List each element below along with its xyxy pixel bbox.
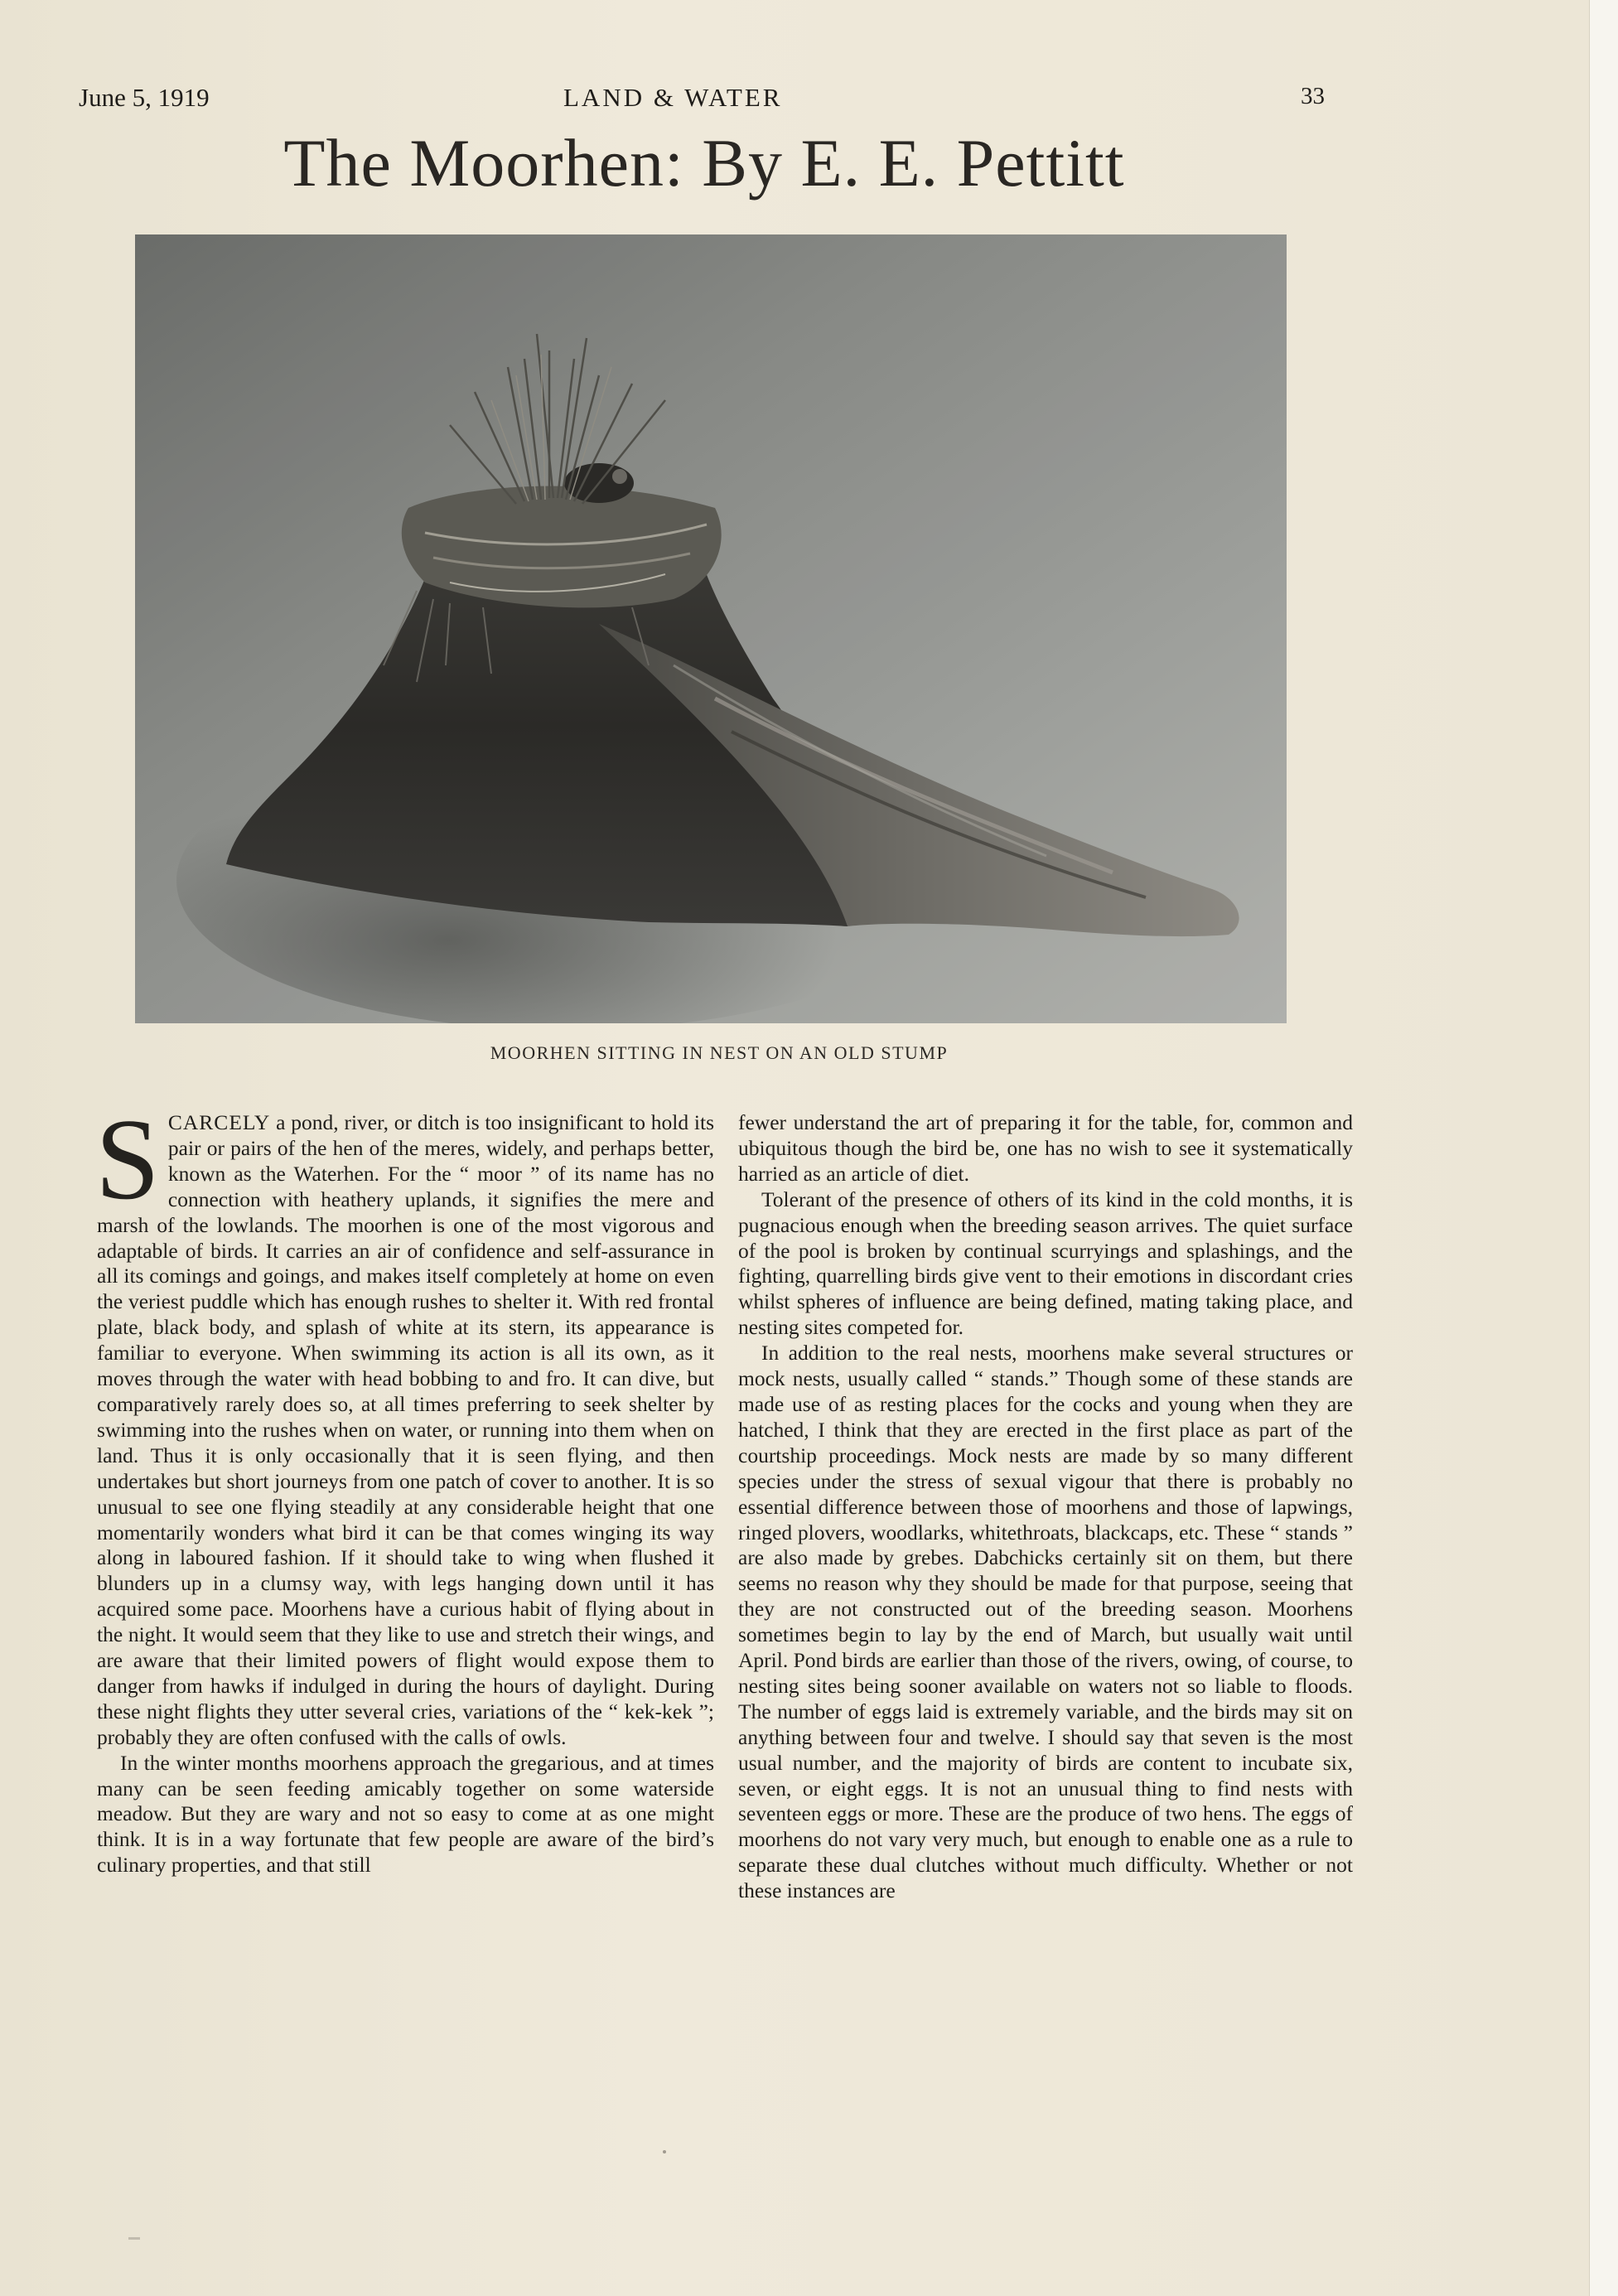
article-column-left — [95, 1095, 714, 1878]
paragraph: Tolerant of the presence of others of its kind in the cold months, it is pugnacious enough when the breeding season arrives. The quiet surface of the pool is broken by continual scurryings and splashings, and the fighting, quarrelling birds give vent to their emotions in discordant cries whilst spheres of influence are being defined, mating taking place, and nesting sites competed for. — [738, 1187, 1353, 1340]
issue-date: June 5, 1919 — [79, 83, 210, 112]
print-smudge — [128, 2237, 140, 2240]
lead-word: CARCELY — [167, 1110, 271, 1134]
paragraph — [95, 1095, 714, 1751]
page-number: 33 — [1301, 83, 1325, 109]
page-edge — [1589, 0, 1618, 2296]
photo-caption: MOORHEN SITTING IN NEST ON AN OLD STUMP — [490, 1042, 949, 1063]
article-title: The Moorhen: By E. E. Pettitt — [283, 125, 1125, 201]
print-smudge — [663, 2150, 666, 2153]
running-header — [0, 83, 1618, 124]
paragraph: In the winter months moorhens approach the gregarious, and at times many can be seen feeding amicably together on some waterside meadow. But they are wary and not so easy to come at as one might think. It is in a way fortunate that few people are aware of the bird’s culinary properties, and that still — [97, 1750, 714, 1878]
paragraph-text: a pond, river, or ditch is too insignificant to hold its pair or pairs of the hen of the meres, widely, and perhaps better, known as the Waterhen. For the “ moor ” of its name has no connection with heathery uplands, it signifies the mere and marsh of the lowlands. The moorhen is one of the most vigorous and adaptable of birds. It carries an air of confidence and self-assurance in all its comings and goings, and makes itself completely at home on even the veriest puddle which has enough rushes to shelter it. With red frontal plate, black body, and splash of white at its stern, its appearance is familiar to everyone. When swimming its action is all its own, as it moves through the water with head bobbing to and fro. It can dive, but comparatively rarely does so, at all times preferring to seek shelter by swimming into the rushes when on water, or running into them when on land. Thus it is only occasionally that it is seen flying, and then undertakes but short journeys from one patch of cover to another. It is so unusual to see one flying steadily at any considerable height that one momentarily wonders what bird it can be that comes winging its way along in laboured fashion. If it should take to wing when flushed it blunders up in a clumsy way, with legs hanging down until it has acquired some pace. Moorhens have a curious habit of flying about in the night. It would seem that they like to use and stretch their wings, and are aware that their limited powers of flight would expose them to danger from hawks if indulged in during the hours of daylight. During these night flights they utter several cries, variations of the “ kek-kek ”; probably they are often confused with the calls of owls. — [97, 1110, 714, 1749]
article-column-right — [738, 1110, 1353, 1904]
paragraph: In addition to the real nests, moorhens make several structures or mock nests, usually called “ stands.” Though some of these stands are made use of as resting places for the cocks and young when they are hatched, I think that they are erected in the first place as part of the courtship proceedings. Mock nests are made by so many different species under the stress of sexual vigour that there is probably no essential difference between those of moorhens and those of lapwings, ringed plovers, woodlarks, whitethroats, blackcaps, etc. These “ stands ” are also made by grebes. Dabchicks certainly sit on them, but there seems no reason why they should be made for that purpose, seeing that they are not constructed out of the breeding season. Moorhens sometimes begin to lay by the end of March, but usually wait until April. Pond birds are earlier than those of the rivers, owing, of course, to nesting sites being sooner available on waters not so liable to floods. The number of eggs laid is extremely variable, and the birds may sit on anything between four and twelve. I should say that seven is the most usual number, and the majority of birds are content to incubate six, seven, or eight eggs. It is not an unusual thing to find nests with seventeen eggs or more. These are the produce of two hens. The eggs of moorhens do not vary very much, but enough to enable one as a rule to separate these dual clutches without much difficulty. Whether or not these instances are — [738, 1341, 1353, 1903]
drop-cap: S — [95, 1095, 160, 1224]
moorhen-nest-photo — [135, 234, 1287, 1023]
paragraph: fewer understand the art of preparing it for the table, for, common and ubiquitous though the bird be, one has no wish to see it systematically harried as an article of diet. — [738, 1110, 1353, 1186]
magazine-name: LAND & WATER — [563, 83, 783, 112]
